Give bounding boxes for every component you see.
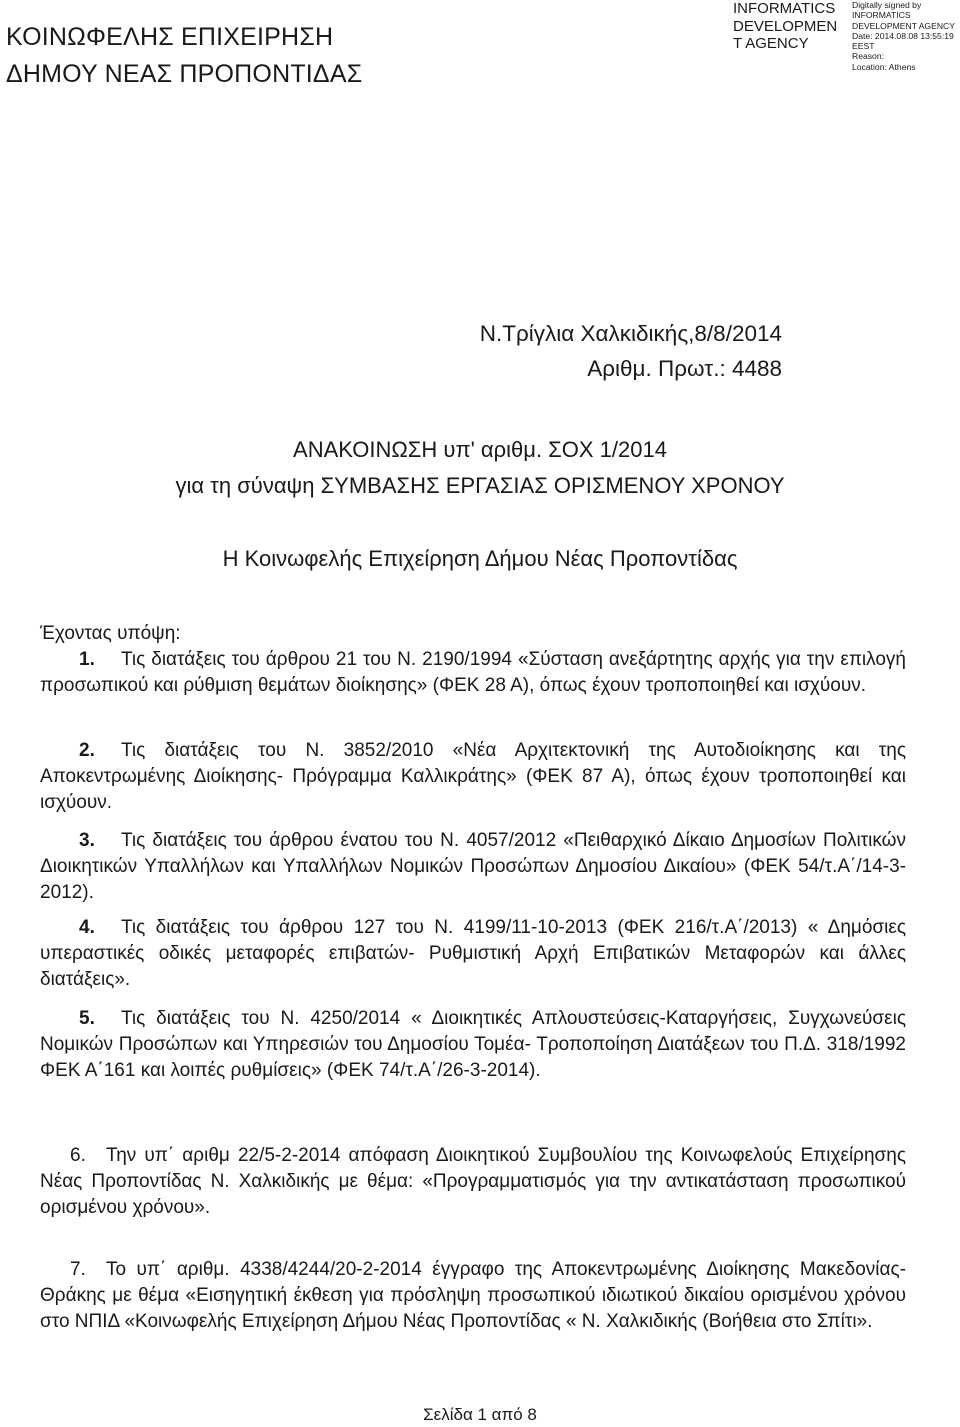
list-item-2 [40,738,906,816]
signature-detail: EEST [852,41,875,52]
issuer-heading: Η Κοινωφελής Επιχείρηση Δήμου Νέας Προποντίδας [222,546,738,571]
signature-detail: DEVELOPMENT AGENCY [852,20,955,31]
list-item-number: 7. [70,1259,86,1280]
considering-heading: Έχοντας υπόψη: [40,623,181,644]
announcement-subtitle: για τη σύναψη ΣΥΜΒΑΣΗΣ ΕΡΓΑΣΙΑΣ ΟΡΙΣΜΕΝΟΥ ΧΡΟΝΟΥ [175,473,785,498]
list-item-text: Τις διατάξεις του άρθρου 127 του Ν. 4199/11-10-2013 (ΦΕΚ 216/τ.Α΄/2013) « Δημόσιες υπεραστικές οδικές μεταφορές επιβατών- Ρυθμιστική Αρχή Επιβατικών Μεταφορών και άλλες διατάξεις». [40,917,906,990]
organization-name-line2: ΔΗΜΟΥ ΝΕΑΣ ΠΡΟΠΟΝΤΙΔΑΣ [6,60,363,88]
list-item-text: Τις διατάξεις του Ν. 3852/2010 «Νέα Αρχιτεκτονική της Αυτοδιοίκησης και της Αποκεντρωμένης Διοίκησης- Πρόγραμμα Καλλικράτης» (ΦΕΚ 87 Α), όπως έχουν τροποποιηθεί και ισχύουν. [40,740,906,813]
list-item-5 [40,1006,906,1084]
protocol-number: Αριθμ. Πρωτ.: 4488 [587,356,782,381]
announcement-title: ΑΝΑΚΟΙΝΩΣΗ υπ' αριθμ. ΣΟΧ 1/2014 [293,437,667,462]
signature-name-line1: INFORMATICS [733,0,836,17]
list-item-text: Το υπ΄ αριθμ. 4338/4244/20-2-2014 έγγραφο της Αποκεντρωμένης Διοίκησης Μακεδονίας-Θράκης με θέμα «Εισηγητική έκθεση για πρόσληψη προσωπικού ιδιωτικού δικαίου ορισμένου χρόνου στο ΝΠΙΔ «Κοινωφελής Επιχείρηση Δήμου Νέας Προποντίδας « Ν. Χαλκιδικής (Βοήθεια στο Σπίτι». [40,1259,906,1332]
signature-name-line3: T AGENCY [733,35,809,52]
list-item-text: Τις διατάξεις του άρθρου 21 του Ν. 2190/1994 «Σύσταση ανεξάρτητης αρχής για την επιλογή προσωπικού και ρύθμιση θεμάτων διοίκησης» (ΦΕΚ 28 Α), όπως έχουν τροποποιηθεί και ισχύουν. [40,649,906,696]
list-item-6 [40,1143,906,1221]
signature-name-line2: DEVELOPMEN [733,17,838,35]
place-date: Ν.Τρίγλια Χαλκιδικής,8/8/2014 [479,321,782,346]
list-item-text: Τις διατάξεις του Ν. 4250/2014 « Διοικητικές Απλουστεύσεις-Καταργήσεις, Συγχωνεύσεις Νομικών Προσώπων και Υπηρεσιών του Δημοσίου Τομέα- Τροποποίηση Διατάξεων του Π.Δ. 318/1992 ΦΕΚ Α΄161 και λοιπές ρυθμίσεις» (ΦΕΚ 74/τ.Α΄/26-3-2014). [40,1008,906,1081]
page-number: Σελίδα 1 από 8 [423,1405,537,1424]
list-item-number: 4. [79,917,95,938]
signature-detail: Date: 2014.08.08 13:55:19 [852,30,954,41]
list-item-number: 6. [70,1145,86,1166]
list-item-number: 5. [79,1008,95,1029]
signature-detail: Reason: [852,51,885,62]
list-item-7 [40,1257,906,1335]
list-item-number: 1. [79,649,95,670]
organization-name-line1: ΚΟΙΝΩΦΕΛΗΣ ΕΠΙΧΕΙΡΗΣΗ [6,23,334,51]
list-item-number: 2. [79,740,95,761]
signature-detail: Digitally signed by [852,0,922,10]
list-item-text: Την υπ΄ αριθμ 22/5-2-2014 απόφαση Διοικητικού Συμβουλίου της Κοινωφελούς Επιχείρησης Νέας Προποντίδας Ν. Χαλκιδικής με θέμα: «Προγραμματισμός για την αντικατάσταση προσωπικού ορισμένου χρόνου». [40,1145,906,1218]
signature-detail: INFORMATICS [852,10,911,21]
signature-detail: Location: Athens [852,61,916,72]
list-item-1 [40,647,906,699]
list-item-number: 3. [79,830,95,851]
digital-signature-name [733,0,837,53]
list-item-3 [40,828,906,906]
list-item-4 [40,915,906,993]
list-item-text: Τις διατάξεις του άρθρου ένατου του Ν. 4057/2012 «Πειθαρχικό Δίκαιο Δημοσίων Πολιτικών Διοικητικών Υπαλλήλων και Υπαλλήλων Νομικών Προσώπων Δημοσίου Δικαίου» (ΦΕΚ 54/τ.Α΄/14-3-2012). [40,830,906,903]
digital-signature-details [852,0,955,72]
